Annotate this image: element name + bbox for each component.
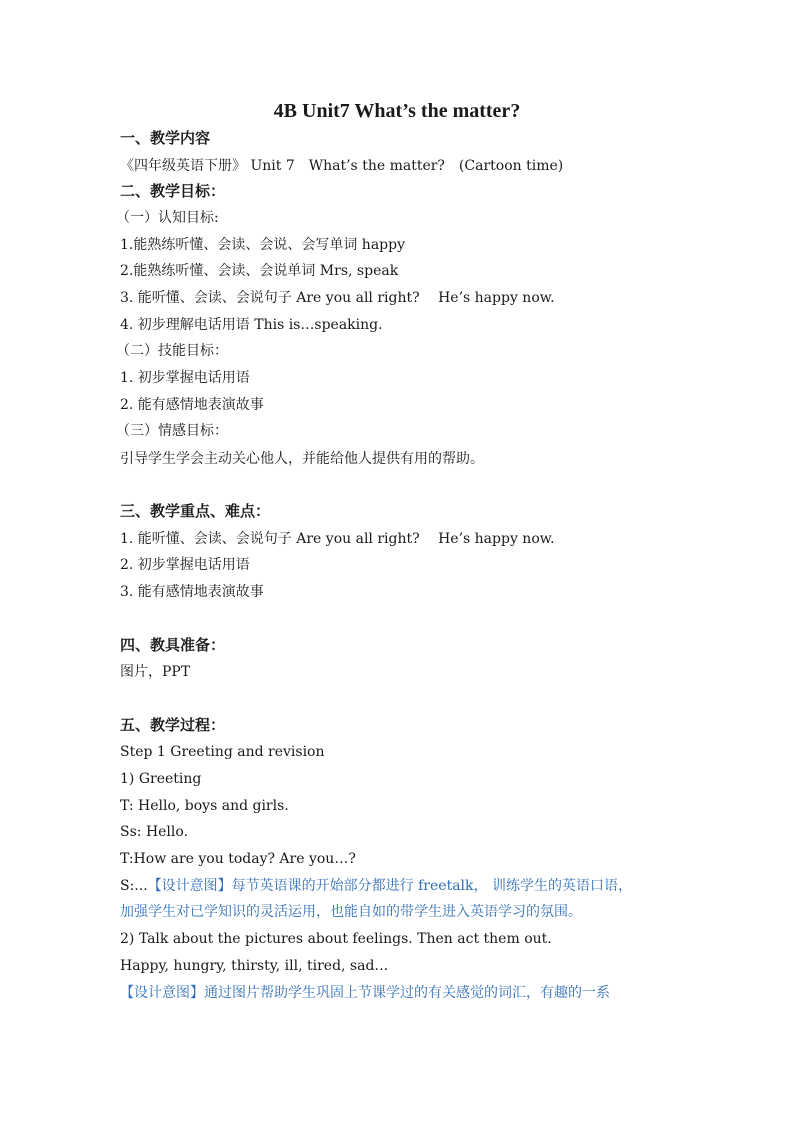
section-1-content: 《四年级英语下册》 Unit 7 What’s the matter? (Cartoon time) bbox=[120, 158, 564, 174]
greeting-item: 1) Greeting bbox=[120, 771, 202, 787]
emotion-goals-heading: （三）情感目标： bbox=[116, 423, 228, 439]
section-3-heading: 三、教学重点、难点： bbox=[120, 502, 271, 520]
key-point-3: 3. 能有感情地表演故事 bbox=[120, 584, 264, 600]
section-5-heading: 五、教学过程： bbox=[120, 716, 226, 734]
teacher-hello: T: Hello, boys and girls. bbox=[120, 798, 289, 814]
section-1-heading: 一、教学内容 bbox=[120, 129, 211, 147]
design-note-1-line-2: 加强学生对已学知识的灵活运用，也能自如的带学生进入英语学习的氛围。 bbox=[120, 904, 582, 920]
cognitive-goal-4: 4. 初步理解电话用语 This is…speaking. bbox=[120, 317, 383, 333]
design-note-2: 【设计意图】通过图片帮助学生巩固上节课学过的有关感觉的词汇，有趣的一系 bbox=[120, 985, 610, 1001]
section-4-heading: 四、教具准备： bbox=[120, 636, 226, 654]
student-reply: S:... bbox=[120, 878, 148, 894]
teacher-how-are-you: T:How are you today? Are you…? bbox=[120, 851, 356, 867]
feelings-activity: 2) Talk about the pictures about feelings. Then act them out. bbox=[120, 931, 552, 947]
cognitive-goal-3: 3. 能听懂、会读、会说句子 Are you all right? He’s happy now. bbox=[120, 290, 555, 306]
design-note-1-line-1 bbox=[120, 877, 632, 895]
feeling-words: Happy, hungry, thirsty, ill, tired, sad… bbox=[120, 958, 389, 974]
key-point-1: 1. 能听懂、会读、会说句子 Are you all right? He’s happy now. bbox=[120, 531, 555, 547]
cognitive-goals-heading: （一）认知目标: bbox=[116, 210, 219, 226]
step-1-title: Step 1 Greeting and revision bbox=[120, 744, 325, 760]
emotion-goal: 引导学生学会主动关心他人，并能给他人提供有用的帮助。 bbox=[120, 451, 484, 467]
cognitive-goal-1: 1.能熟练听懂、会读、会说、会写单词 happy bbox=[120, 237, 406, 253]
section-2-heading: 二、教学目标： bbox=[120, 182, 226, 200]
design-intent-text: 【设计意图】每节英语课的开始部分都进行 freetalk， 训练学生的英语口语， bbox=[147, 878, 632, 894]
materials-text: 图片，PPT bbox=[120, 664, 191, 680]
cognitive-goal-2: 2.能熟练听懂、会读、会说单词 Mrs, speak bbox=[120, 263, 399, 279]
skill-goals-heading: （二）技能目标： bbox=[116, 343, 228, 359]
document-title: 4B Unit7 What’s the matter? bbox=[273, 100, 521, 122]
skill-goal-1: 1. 初步掌握电话用语 bbox=[120, 370, 250, 386]
skill-goal-2: 2. 能有感情地表演故事 bbox=[120, 397, 264, 413]
students-hello: Ss: Hello. bbox=[120, 824, 189, 840]
key-point-2: 2. 初步掌握电话用语 bbox=[120, 557, 250, 573]
